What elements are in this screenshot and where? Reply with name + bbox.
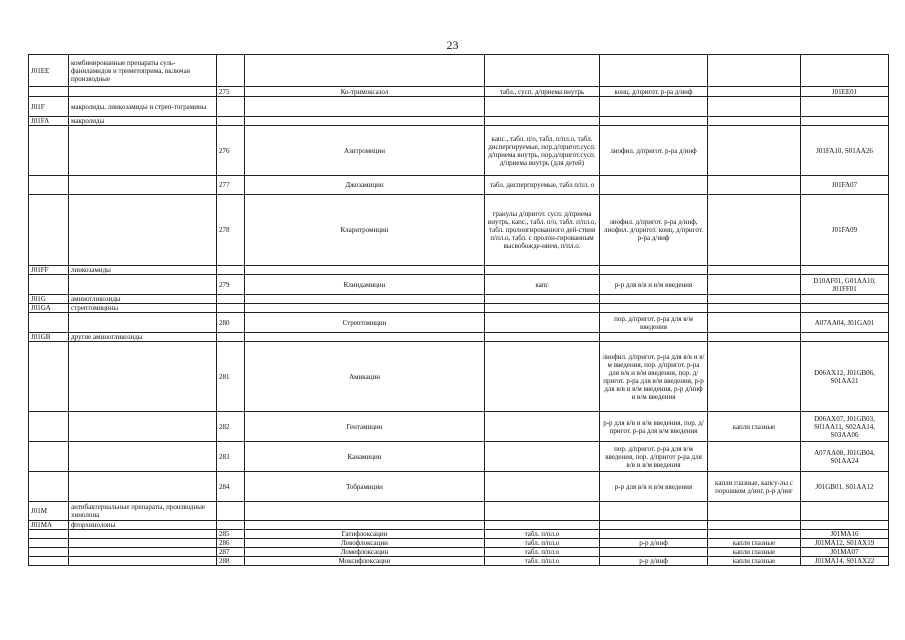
other-form-cell: капли глазные, капсу-лы с порошком д/инг, р-р д/инг	[708, 472, 801, 502]
dosage-form-cell: табл., сусп. д/приема внутрь	[485, 87, 600, 97]
table-row	[29, 176, 889, 195]
atc-group-code-cell: J01FA	[29, 117, 69, 126]
table-row	[29, 557, 889, 566]
other-form-cell	[708, 502, 801, 521]
injection-form-cell: лиофил. д/пригот. р-ра для в/в и в/м введения, пор. д/пригот. р-ра для в/в и в/м введения, пор. д/пригот. р-ра для в/м введения, р-р для в/в и в/м введения, р-р д/инф и в/м введения	[600, 342, 708, 412]
row-number-cell: 286	[217, 539, 245, 548]
group-name-cell	[69, 176, 217, 195]
other-form-cell: капли глазные	[708, 539, 801, 548]
injection-form-cell	[600, 502, 708, 521]
injection-form-cell	[600, 176, 708, 195]
injection-form-cell	[600, 55, 708, 87]
row-number-cell	[217, 97, 245, 117]
dosage-form-cell: гранулы д/пригот. сусп. д/приема внутрь, капс., табл. п/о, табл. п/пл.о, табл. пролонгированного дей-ствия п/пл.о, табл. с пролон-гированным высвобожде-нием, п/пл.о.	[485, 195, 600, 266]
drug-name-cell: Джозамицин	[245, 176, 485, 195]
drug-name-cell: Азитромицин	[245, 126, 485, 176]
drug-name-cell: Ко-тримоксазол	[245, 87, 485, 97]
atc-code-cell	[801, 333, 889, 342]
atc-group-code-cell	[29, 539, 69, 548]
row-number-cell: 277	[217, 176, 245, 195]
injection-form-cell	[600, 521, 708, 530]
group-name-cell: фторхинолоны	[69, 521, 217, 530]
dosage-form-cell: табл. п/пл.о	[485, 548, 600, 557]
dosage-form-cell	[485, 442, 600, 472]
atc-code-cell: A07AA04, J01GA01	[801, 313, 889, 333]
injection-form-cell: лиофил. д/пригот. р-ра д/инф	[600, 126, 708, 176]
atc-code-cell: J01GB01. S01AA12	[801, 472, 889, 502]
table-row	[29, 55, 889, 87]
dosage-form-cell	[485, 55, 600, 87]
drug-name-cell: Тобрамицин	[245, 472, 485, 502]
dosage-form-cell	[485, 304, 600, 313]
row-number-cell	[217, 521, 245, 530]
table-row	[29, 472, 889, 502]
other-form-cell	[708, 55, 801, 87]
injection-form-cell: р-р д/инф	[600, 557, 708, 566]
atc-code-cell	[801, 117, 889, 126]
atc-code-cell: J01MA07	[801, 548, 889, 557]
atc-group-code-cell: J01GA	[29, 304, 69, 313]
row-number-cell: 280	[217, 313, 245, 333]
atc-group-code-cell	[29, 472, 69, 502]
group-name-cell: антибактериальные препараты, производные хинолона	[69, 502, 217, 521]
drug-name-cell: Стрептомицин	[245, 313, 485, 333]
drug-name-cell	[245, 502, 485, 521]
injection-form-cell	[600, 266, 708, 275]
group-name-cell	[69, 87, 217, 97]
group-name-cell: другие аминогликозиды	[69, 333, 217, 342]
dosage-form-cell	[485, 295, 600, 304]
drug-name-cell: Амикацин	[245, 342, 485, 412]
dosage-form-cell: табл. диспергируемые, табл п/пл. о	[485, 176, 600, 195]
atc-group-code-cell	[29, 126, 69, 176]
atc-group-code-cell	[29, 557, 69, 566]
atc-group-code-cell	[29, 87, 69, 97]
drug-name-cell: Канамицин	[245, 442, 485, 472]
atc-group-code-cell	[29, 342, 69, 412]
dosage-form-cell: табл. п/пл.о	[485, 530, 600, 539]
row-number-cell: 285	[217, 530, 245, 539]
group-name-cell	[69, 342, 217, 412]
dosage-form-cell	[485, 266, 600, 275]
atc-code-cell	[801, 55, 889, 87]
dosage-form-cell: капс., табл. п/о, табл. п/пл.о, табл. диспергируемые, пор.д/пригот.сусп. д/приема внутрь, пор.д/пригот.сусп. д/приема внутрь (для детей)	[485, 126, 600, 176]
row-number-cell	[217, 333, 245, 342]
injection-form-cell	[600, 117, 708, 126]
row-number-cell: 275	[217, 87, 245, 97]
atc-group-code-cell	[29, 275, 69, 295]
row-number-cell: 276	[217, 126, 245, 176]
group-name-cell	[69, 275, 217, 295]
drug-name-cell	[245, 97, 485, 117]
other-form-cell	[708, 97, 801, 117]
drug-name-cell: Левофлоксацин	[245, 539, 485, 548]
atc-code-cell	[801, 502, 889, 521]
group-name-cell	[69, 548, 217, 557]
atc-code-cell: J01FA10, S01AA26	[801, 126, 889, 176]
group-name-cell: макролиды	[69, 117, 217, 126]
drug-name-cell	[245, 117, 485, 126]
row-number-cell	[217, 304, 245, 313]
drug-name-cell	[245, 295, 485, 304]
dosage-form-cell	[485, 333, 600, 342]
other-form-cell	[708, 342, 801, 412]
table-row	[29, 313, 889, 333]
atc-group-code-cell	[29, 176, 69, 195]
other-form-cell: капли глазные	[708, 548, 801, 557]
row-number-cell: 283	[217, 442, 245, 472]
other-form-cell	[708, 313, 801, 333]
other-form-cell	[708, 521, 801, 530]
table-row	[29, 126, 889, 176]
drug-name-cell: Гентамицин	[245, 412, 485, 442]
injection-form-cell: р-р для в/в и в/м введения, пор. д/пригот. р-ра для в/м введения	[600, 412, 708, 442]
group-name-cell	[69, 126, 217, 176]
group-name-cell: линкозамиды	[69, 266, 217, 275]
drug-name-cell: Ломефлоксацин	[245, 548, 485, 557]
table-row	[29, 530, 889, 539]
other-form-cell	[708, 275, 801, 295]
injection-form-cell	[600, 530, 708, 539]
group-name-cell: макролиды, линкозамиды и стреп-тограмины	[69, 97, 217, 117]
injection-form-cell	[600, 304, 708, 313]
injection-form-cell: лиофил. д/пригот. р-ра д/инф, лиофил. д/пригот. конц. д/пригот. р-ра д/инф	[600, 195, 708, 266]
other-form-cell	[708, 266, 801, 275]
other-form-cell	[708, 126, 801, 176]
dosage-form-cell: капс	[485, 275, 600, 295]
atc-group-code-cell	[29, 548, 69, 557]
injection-form-cell: р-р для в/в и в/м введения	[600, 472, 708, 502]
atc-group-code-cell	[29, 412, 69, 442]
other-form-cell	[708, 195, 801, 266]
table-body	[29, 55, 889, 566]
atc-code-cell	[801, 97, 889, 117]
row-number-cell	[217, 117, 245, 126]
dosage-form-cell: табл. п/пл.о	[485, 557, 600, 566]
group-name-cell	[69, 557, 217, 566]
row-number-cell: 284	[217, 472, 245, 502]
table-row	[29, 333, 889, 342]
atc-group-code-cell	[29, 313, 69, 333]
other-form-cell	[708, 176, 801, 195]
atc-code-cell: A07AA08, J01GB04, S01AA24	[801, 442, 889, 472]
other-form-cell: капли глазные	[708, 412, 801, 442]
other-form-cell	[708, 295, 801, 304]
atc-code-cell: D06AX07, J01GB03, S01AA11, S02AA14, S03AA06	[801, 412, 889, 442]
row-number-cell	[217, 502, 245, 521]
row-number-cell	[217, 55, 245, 87]
drug-name-cell	[245, 266, 485, 275]
other-form-cell	[708, 87, 801, 97]
dosage-form-cell	[485, 472, 600, 502]
group-name-cell	[69, 195, 217, 266]
atc-group-code-cell	[29, 442, 69, 472]
other-form-cell: капли глазные	[708, 557, 801, 566]
injection-form-cell: конц. д/пригот. р-ра д/инф	[600, 87, 708, 97]
atc-code-cell: J01MA12, S01AX19	[801, 539, 889, 548]
other-form-cell	[708, 117, 801, 126]
row-number-cell: 281	[217, 342, 245, 412]
other-form-cell	[708, 442, 801, 472]
group-name-cell: комбинированные препараты суль-фаниламидов и триметоприма, включая производные	[69, 55, 217, 87]
dosage-form-cell	[485, 502, 600, 521]
drug-name-cell: Моксифлоксацин	[245, 557, 485, 566]
row-number-cell: 287	[217, 548, 245, 557]
page-number: 23	[446, 38, 459, 52]
dosage-form-cell: табл. п/пл.о	[485, 539, 600, 548]
injection-form-cell	[600, 548, 708, 557]
drug-name-cell: Гатифлоксацин	[245, 530, 485, 539]
row-number-cell: 282	[217, 412, 245, 442]
atc-group-code-cell: J01M	[29, 502, 69, 521]
group-name-cell	[69, 313, 217, 333]
table-row	[29, 502, 889, 521]
drug-table	[28, 54, 889, 566]
group-name-cell: стрептомицины	[69, 304, 217, 313]
atc-code-cell: J01FA07	[801, 176, 889, 195]
drug-name-cell: Клиндамицин	[245, 275, 485, 295]
table-row	[29, 342, 889, 412]
atc-code-cell	[801, 266, 889, 275]
row-number-cell: 288	[217, 557, 245, 566]
row-number-cell	[217, 295, 245, 304]
group-name-cell	[69, 530, 217, 539]
table-row	[29, 412, 889, 442]
drug-name-cell	[245, 333, 485, 342]
table-row	[29, 87, 889, 97]
dosage-form-cell	[485, 313, 600, 333]
atc-code-cell	[801, 304, 889, 313]
table-row	[29, 117, 889, 126]
injection-form-cell: пор. д/пригот. р-ра для в/м введения	[600, 313, 708, 333]
group-name-cell	[69, 472, 217, 502]
dosage-form-cell	[485, 97, 600, 117]
table-row	[29, 195, 889, 266]
injection-form-cell: пор. д/пригот. р-ра для в/м введения, пор. д/пригот р-ра для в/в и в/м введения	[600, 442, 708, 472]
injection-form-cell	[600, 97, 708, 117]
group-name-cell	[69, 442, 217, 472]
atc-code-cell: D06AX12, J01GB06, S01AA21	[801, 342, 889, 412]
atc-group-code-cell: J01G	[29, 295, 69, 304]
table-row	[29, 548, 889, 557]
dosage-form-cell	[485, 521, 600, 530]
table-row	[29, 97, 889, 117]
row-number-cell: 278	[217, 195, 245, 266]
atc-group-code-cell: J01MA	[29, 521, 69, 530]
table-row	[29, 295, 889, 304]
atc-code-cell: D10AF01, G01AA10, J01FF01	[801, 275, 889, 295]
drug-name-cell	[245, 55, 485, 87]
atc-code-cell: J01EE01	[801, 87, 889, 97]
other-form-cell	[708, 333, 801, 342]
atc-code-cell: J01FA09	[801, 195, 889, 266]
table-row	[29, 266, 889, 275]
table-row	[29, 521, 889, 530]
drug-name-cell	[245, 304, 485, 313]
row-number-cell: 279	[217, 275, 245, 295]
group-name-cell	[69, 412, 217, 442]
other-form-cell	[708, 304, 801, 313]
table-row	[29, 539, 889, 548]
atc-group-code-cell: J01F	[29, 97, 69, 117]
drug-name-cell	[245, 521, 485, 530]
atc-code-cell	[801, 521, 889, 530]
table-row	[29, 304, 889, 313]
atc-group-code-cell	[29, 530, 69, 539]
group-name-cell	[69, 539, 217, 548]
atc-group-code-cell: J01EE	[29, 55, 69, 87]
table-row	[29, 442, 889, 472]
atc-code-cell: J01MA14, S01AX22	[801, 557, 889, 566]
dosage-form-cell	[485, 342, 600, 412]
injection-form-cell	[600, 333, 708, 342]
drug-name-cell: Кларитромицин	[245, 195, 485, 266]
group-name-cell: аминогликозиды	[69, 295, 217, 304]
other-form-cell	[708, 530, 801, 539]
row-number-cell	[217, 266, 245, 275]
atc-group-code-cell: J01GB	[29, 333, 69, 342]
atc-code-cell: J01MA16	[801, 530, 889, 539]
table-row	[29, 275, 889, 295]
dosage-form-cell	[485, 117, 600, 126]
injection-form-cell	[600, 295, 708, 304]
atc-code-cell	[801, 295, 889, 304]
injection-form-cell: р-р д/инф	[600, 539, 708, 548]
atc-group-code-cell	[29, 195, 69, 266]
atc-group-code-cell: J01FF	[29, 266, 69, 275]
injection-form-cell: р-р для в/в и в/м введения	[600, 275, 708, 295]
dosage-form-cell	[485, 412, 600, 442]
